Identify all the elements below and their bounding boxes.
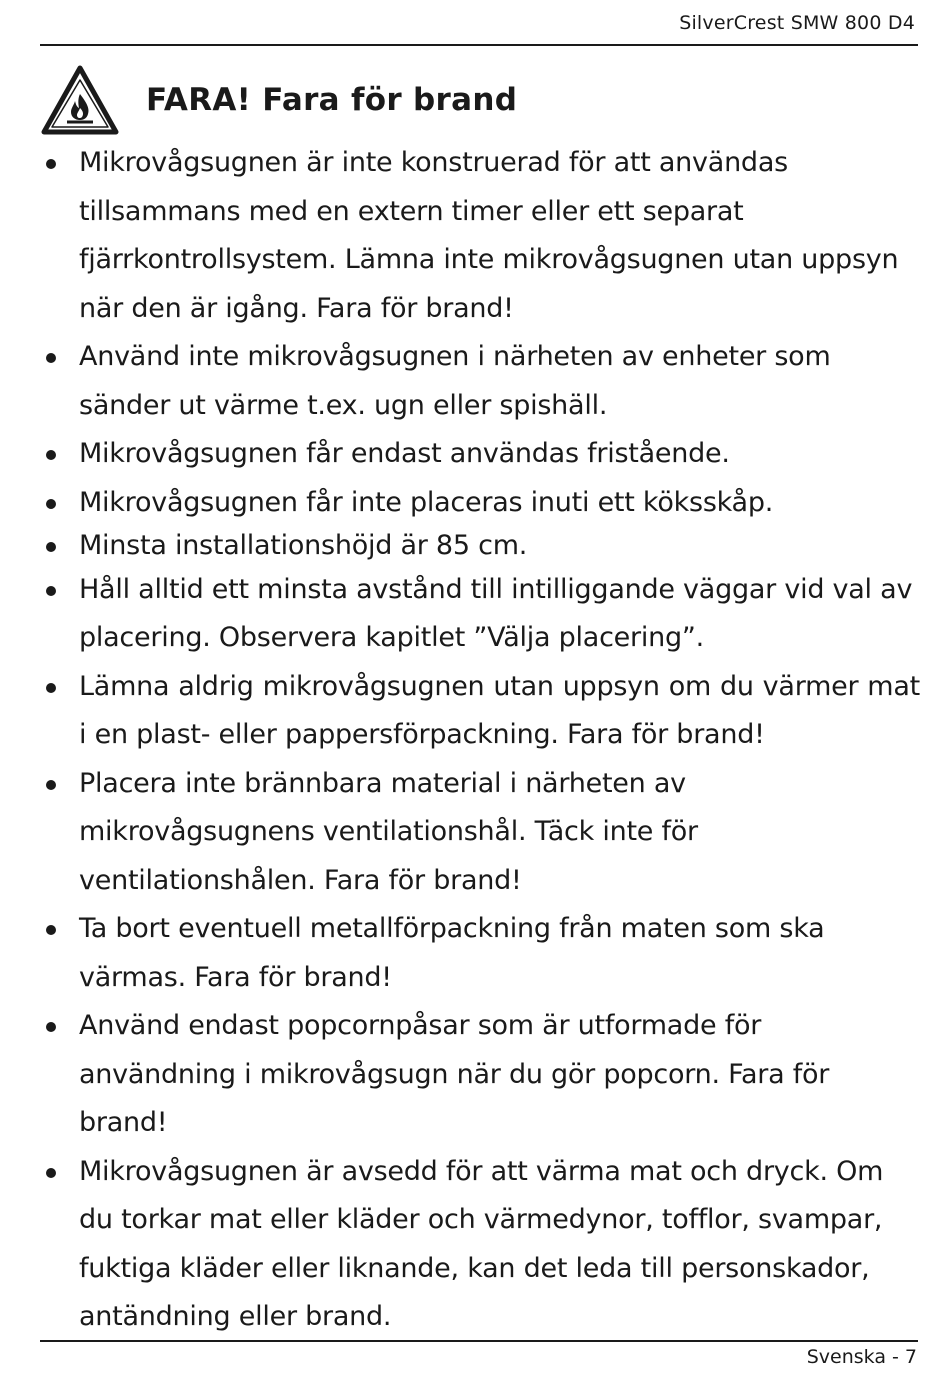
list-item: Använd endast popcornpåsar som är utformade för användning i mikrovågsugn när du gör popcorn. Fara för brand! <box>40 1002 920 1148</box>
list-item: Mikrovågsugnen får endast användas fristående. <box>40 430 920 479</box>
list-item: Placera inte brännbara material i närheten av mikrovågsugnens ventilationshål. Täck inte för ventilationshålen. Fara för brand! <box>40 760 920 906</box>
list-item: Lämna aldrig mikrovågsugnen utan uppsyn om du värmer mat i en plast- eller pappersförpackning. Fara för brand! <box>40 663 920 760</box>
bullet-icon <box>46 683 56 693</box>
footer-divider <box>40 1340 918 1342</box>
list-item: Använd inte mikrovågsugnen i närheten av enheter som sänder ut värme t.ex. ugn eller spishäll. <box>40 333 920 430</box>
list-item: Mikrovågsugnen är inte konstruerad för att användas tillsammans med en extern timer eller ett separat fjärrkontrollsystem. Lämna inte mikrovågsugnen utan uppsyn när den är igång. Fara för brand! <box>40 139 920 333</box>
list-item: Mikrovågsugnen är avsedd för att värma mat och dryck. Om du torkar mat eller kläder och värmedynor, tofflor, svampar, fuktiga kläder eller liknande, kan det leda till personskador, antändning eller brand. <box>40 1148 920 1342</box>
bullet-icon <box>46 1022 56 1032</box>
warning-heading: FARA! Fara för brand <box>146 82 518 118</box>
header-divider <box>40 44 918 46</box>
bullet-icon <box>46 450 56 460</box>
list-item: Mikrovågsugnen får inte placeras inuti ett köksskåp. <box>40 479 920 528</box>
bullet-icon <box>46 542 56 552</box>
bullet-icon <box>46 159 56 169</box>
page-number: Svenska - 7 <box>806 1346 917 1368</box>
bullet-icon <box>46 1168 56 1178</box>
list-item: Minsta installationshöjd är 85 cm. <box>40 522 920 571</box>
bullet-icon <box>46 499 56 509</box>
safety-list <box>40 139 920 1342</box>
list-item: Håll alltid ett minsta avstånd till intilliggande väggar vid val av placering. Observera kapitlet ”Välja placering”. <box>40 566 920 663</box>
bullet-icon <box>46 780 56 790</box>
list-item: Ta bort eventuell metallförpackning från maten som ska värmas. Fara för brand! <box>40 905 920 1002</box>
fire-warning-icon <box>40 64 120 136</box>
header-product-name: SilverCrest SMW 800 D4 <box>679 12 915 34</box>
bullet-icon <box>46 586 56 596</box>
bullet-icon <box>46 353 56 363</box>
bullet-icon <box>46 925 56 935</box>
